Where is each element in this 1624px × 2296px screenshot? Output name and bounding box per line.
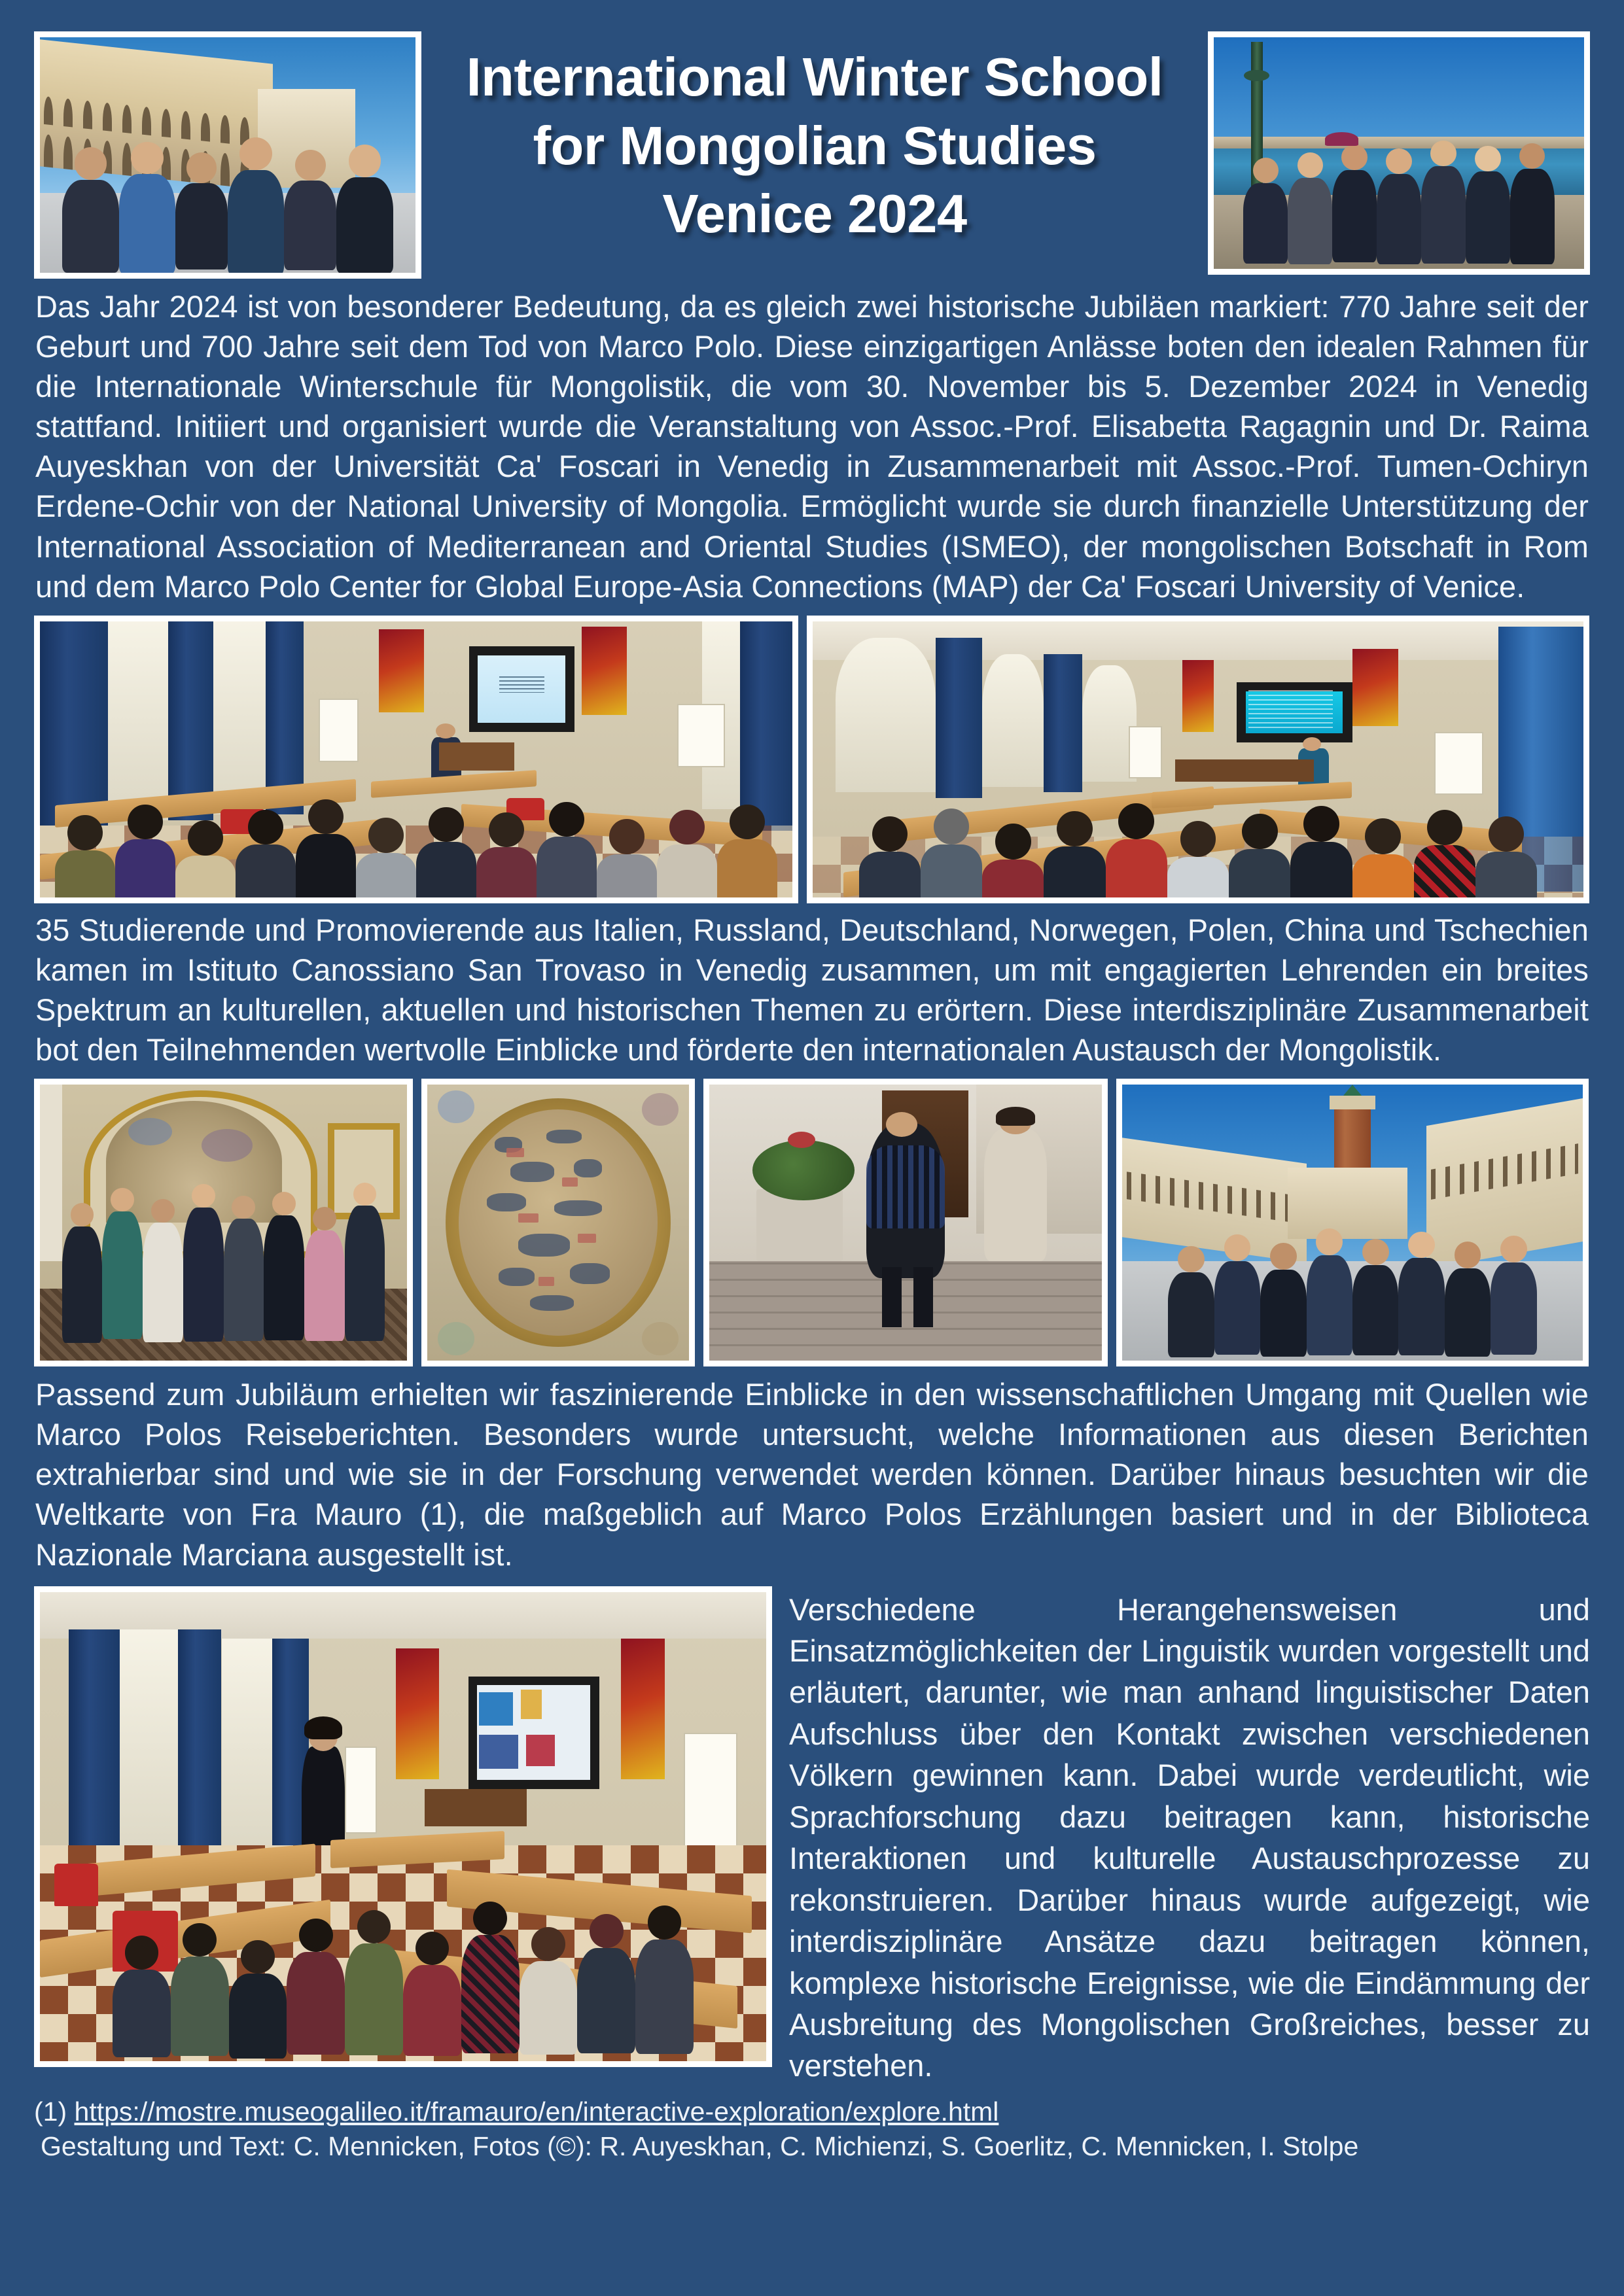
- footnote-marker: (1): [34, 2096, 67, 2127]
- header-photo-left: [34, 31, 421, 279]
- credits-line: Gestaltung und Text: C. Mennicken, Fotos (©): R. Auyeskhan, C. Michienzi, S. Goerlitz, C. Mennicken, I. Stolpe: [41, 2131, 1359, 2162]
- footnote-line: [34, 2095, 1590, 2129]
- bottom-section: [34, 1586, 1590, 2087]
- paragraph-linguistics: Verschiedene Herangehensweisen und Einsatzmöglichkeiten der Linguistik wurden vorgestellt und erläutert, darunter, wie man anhand linguistischer Daten Aufschluss über den Kontakt zwischen verschiedenen Völkern gewinnen kann. Dabei wurde verdeutlicht, wie Sprachforschung dazu beitragen kann, historische Interaktionen und kulturelle Austauschprozesse zu rekonstruieren. Darüber hinaus wurde aufgezeigt, wie interdisziplinäre Ansätze dazu beitragen können, komplexe historische Ereignisse, wie die Eindämmung der Ausbreitung des Mongolischen Großreiches, besser zu verstehen.: [789, 1592, 1590, 2083]
- header-photo-right: [1208, 31, 1590, 275]
- photo-frame-seminar-room: [34, 1586, 772, 2067]
- photo-courtyard-dancing: [709, 1085, 1102, 1361]
- photo-frame-classroom-windows: [807, 616, 1589, 903]
- title-line-3: Venice 2024: [662, 183, 967, 245]
- poster-header: [34, 0, 1590, 288]
- photo-seminar-room-lecturer: [40, 1592, 766, 2061]
- paragraph-intro: Das Jahr 2024 ist von besonderer Bedeutung, da es gleich zwei historische Jubiläen markiert: 770 Jahre seit der Geburt und 700 Jahre seit dem Tod von Marco Polo. Diese einzigartigen Anlässe boten den idealen Rahmen für die Internationale Winterschule für Mongolistik, die vom 30. November bis 5. Dezember 2024 in Venedig stattfand. Initiiert und organisiert wurde die Veranstaltung von Assoc.-Prof. Elisabetta Ragagnin und Dr. Raima Auyeskhan von der Universität Ca' Foscari in Venedig in Zusammenarbeit mit Assoc.-Prof. Tumen-Ochiryn Erdene-Ochir von der National University of Mongolia. Ermöglicht wurde sie durch finanzielle Unterstützung der International Association of Mediterranean and Oriental Studies (ISMEO), der mongolischen Botschaft in Rom und dem Marco Polo Center for Global Europe-Asia Connections (MAP) der Ca' Foscari University of Venice.: [35, 289, 1589, 604]
- paragraph-fra-mauro: Passend zum Jubiläum erhielten wir faszinierende Einblicke in den wissenschaftlichen Umgang mit Quellen wie Marco Polos Reiseberichten. Besonders wurde untersucht, welche Informationen aus diesen Berichten extrahierbar sind und wie sie in der Forschung verwendet werden können. Darüber hinaus besuchten wir die Weltkarte von Fra Mauro (1), die maßgeblich auf Marco Polos Erzählungen basiert und in der Biblioteca Nazionale Marciana ausgestellt ist.: [35, 1377, 1589, 1572]
- photo-lecture-hall-speaker: [40, 621, 792, 897]
- image-row-lectures: [34, 616, 1590, 903]
- photo-frame-courtyard-dance: [703, 1079, 1108, 1366]
- photo-classroom-arched-windows: [813, 621, 1583, 897]
- photo-waterfront-group: [1214, 37, 1584, 269]
- image-row-excursions: [34, 1079, 1590, 1366]
- photo-frame-piazza-campanile: [1116, 1079, 1589, 1366]
- title-line-2: for Mongolian Studies: [533, 114, 1097, 176]
- poster-title-block: [421, 31, 1208, 249]
- title-line-1: International Winter School: [466, 46, 1163, 107]
- photo-marciana-library-group: [40, 1085, 407, 1361]
- poster-footer: [34, 2095, 1590, 2165]
- photo-piazza-campanile-group: [1122, 1085, 1583, 1361]
- paragraph-participants: 35 Studierende und Promovierende aus Italien, Russland, Deutschland, Norwegen, Polen, China und Tschechien kamen im Istituto Canossiano San Trovaso in Venedig zusammen, um mit engagierten Lehrenden ein breites Spektrum an kulturellen, aktuellen und historischen Themen zu erörtern. Diese interdisziplinäre Zusammenarbeit bot den Teilnehmenden wertvolle Einblicke und förderte den internationalen Austausch der Mongolistik.: [35, 912, 1589, 1068]
- photo-frame-lecture-hall: [34, 616, 798, 903]
- photo-fra-mauro-world-map: [427, 1085, 689, 1361]
- photo-piazza-san-marco-group: [40, 37, 415, 273]
- footnote-url-link[interactable]: https://mostre.museogalileo.it/framauro/en/interactive-exploration/explore.html: [74, 2096, 999, 2127]
- photo-frame-library-group: [34, 1079, 413, 1366]
- photo-frame-fra-mauro-map: [421, 1079, 695, 1366]
